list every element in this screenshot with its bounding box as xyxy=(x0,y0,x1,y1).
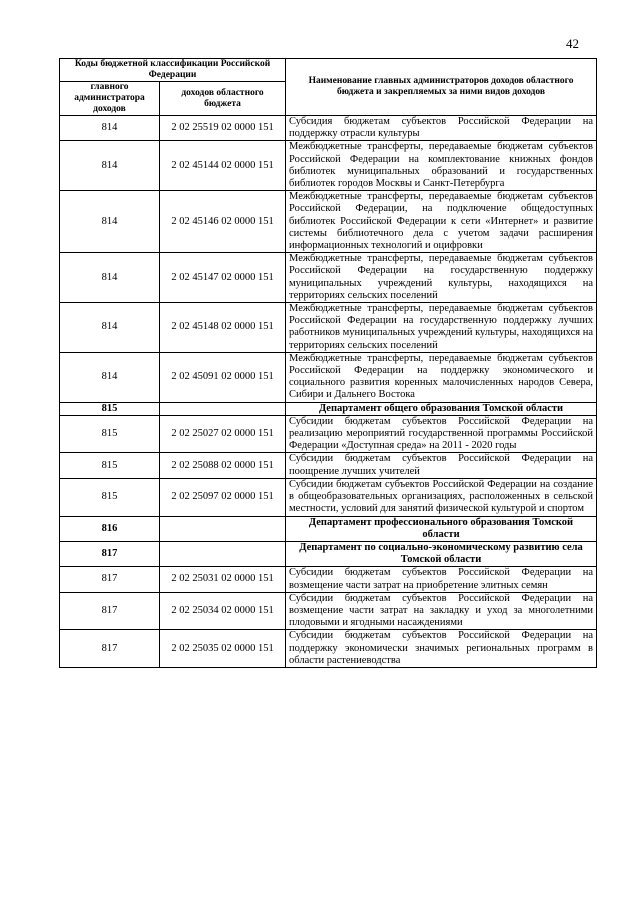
table-row xyxy=(60,478,597,516)
revenue-code-cell xyxy=(160,541,286,566)
revenue-code-cell: 2 02 45147 02 0000 151 xyxy=(160,253,286,303)
admin-code-cell: 814 xyxy=(60,141,160,191)
admin-code-cell: 817 xyxy=(60,567,160,592)
revenue-name-cell: Межбюджетные трансферты, передаваемые бюджетам субъектов Российской Федерации на комплектование книжных фондов библиотек муниципальных образований и государственных библиотек городов Москвы и Санкт-Петербурга xyxy=(286,141,597,191)
revenue-code-cell: 2 02 45144 02 0000 151 xyxy=(160,141,286,191)
table-row xyxy=(60,415,597,453)
revenue-name-cell: Субсидия бюджетам субъектов Российской Федерации на поддержку отрасли культуры xyxy=(286,116,597,141)
revenue-name-cell: Межбюджетные трансферты, передаваемые бюджетам субъектов Российской Федерации на государственную поддержку муниципальных учреждений культуры, находящихся на территориях сельских поселений xyxy=(286,253,597,303)
admin-code-cell: 817 xyxy=(60,630,160,668)
admin-code-cell: 815 xyxy=(60,453,160,478)
admin-code-cell: 815 xyxy=(60,402,160,415)
admin-code-cell: 815 xyxy=(60,415,160,453)
codes-group-header: Коды бюджетной классификации Российской Федерации xyxy=(60,59,286,82)
admin-code-cell: 814 xyxy=(60,303,160,353)
table-row xyxy=(60,116,597,141)
table-row xyxy=(60,567,597,592)
admin-code-cell: 814 xyxy=(60,253,160,303)
page-number: 42 xyxy=(566,36,579,51)
revenue-code-cell: 2 02 45091 02 0000 151 xyxy=(160,352,286,402)
revenue-code-cell: 2 02 25031 02 0000 151 xyxy=(160,567,286,592)
name-column-header: Наименование главных администраторов доходов областного бюджета и закрепляемых за ними видов доходов xyxy=(286,59,597,116)
revenue-name-cell: Межбюджетные трансферты, передаваемые бюджетам субъектов Российской Федерации, на подключение общедоступных библиотек Российской Федерации к сети «Интернет» и развитие системы библиотечного дела с учетом задачи расширения информационных технологий и оцифровки xyxy=(286,191,597,253)
section-row xyxy=(60,541,597,566)
header-row xyxy=(60,59,597,82)
admin-code-cell: 814 xyxy=(60,191,160,253)
table-row xyxy=(60,191,597,253)
revenue-code-cell: 2 02 45148 02 0000 151 xyxy=(160,303,286,353)
revenue-name-cell: Субсидии бюджетам субъектов Российской Федерации на возмещение части затрат на приобретение элитных семян xyxy=(286,567,597,592)
revenue-code-cell: 2 02 25088 02 0000 151 xyxy=(160,453,286,478)
admin-code-cell: 815 xyxy=(60,478,160,516)
table-row xyxy=(60,352,597,402)
section-row xyxy=(60,402,597,415)
revenue-code-cell: 2 02 25034 02 0000 151 xyxy=(160,592,286,630)
revenue-code-cell: 2 02 25035 02 0000 151 xyxy=(160,630,286,668)
revenue-name-cell: Департамент профессионального образования Томской области xyxy=(286,516,597,541)
table-row xyxy=(60,453,597,478)
section-row xyxy=(60,516,597,541)
revenue-code-cell: 2 02 45146 02 0000 151 xyxy=(160,191,286,253)
revenue-code-cell xyxy=(160,516,286,541)
admin-code-cell: 814 xyxy=(60,352,160,402)
table-row xyxy=(60,141,597,191)
revenue-name-cell: Межбюджетные трансферты, передаваемые бюджетам субъектов Российской Федерации на поддержку экономического и социального развития коренных малочисленных народов Севера, Сибири и Дальнего Востока xyxy=(286,352,597,402)
table-body xyxy=(60,116,597,668)
admin-code-cell: 817 xyxy=(60,592,160,630)
revenue-name-cell: Межбюджетные трансферты, передаваемые бюджетам субъектов Российской Федерации на государственную поддержку лучших работников муниципальных учреждений культуры, находящихся на территориях сельских поселений xyxy=(286,303,597,353)
revenue-column-header: доходов областного бюджета xyxy=(160,82,286,116)
table-row xyxy=(60,630,597,668)
revenue-name-cell: Субсидии бюджетам субъектов Российской Федерации на реализацию мероприятий государственной программы Российской Федерации «Доступная среда» на 2011 - 2020 годы xyxy=(286,415,597,453)
revenue-name-cell: Субсидии бюджетам субъектов Российской Федерации на поддержку экономически значимых региональных программ в области растениеводства xyxy=(286,630,597,668)
revenue-name-cell: Субсидии бюджетам субъектов Российской Федерации на поощрение лучших учителей xyxy=(286,453,597,478)
admin-code-cell: 817 xyxy=(60,541,160,566)
admin-code-cell: 816 xyxy=(60,516,160,541)
revenue-name-cell: Субсидии бюджетам субъектов Российской Федерации на возмещение части затрат на закладку и уход за многолетними плодовыми и ягодными насаждениями xyxy=(286,592,597,630)
revenue-code-cell: 2 02 25097 02 0000 151 xyxy=(160,478,286,516)
admin-column-header: главного администратора доходов xyxy=(60,82,160,116)
revenue-name-cell: Департамент общего образования Томской области xyxy=(286,402,597,415)
revenue-name-cell: Департамент по социально-экономическому развитию села Томской области xyxy=(286,541,597,566)
table-row xyxy=(60,253,597,303)
revenue-name-cell: Субсидии бюджетам субъектов Российской Федерации на создание в общеобразовательных организациях, расположенных в сельской местности, условий для занятий физической культурой и спортом xyxy=(286,478,597,516)
table-row xyxy=(60,592,597,630)
revenue-code-cell: 2 02 25027 02 0000 151 xyxy=(160,415,286,453)
revenue-code-cell: 2 02 25519 02 0000 151 xyxy=(160,116,286,141)
table-row xyxy=(60,303,597,353)
revenue-code-cell xyxy=(160,402,286,415)
budget-classification-table xyxy=(59,58,597,668)
admin-code-cell: 814 xyxy=(60,116,160,141)
